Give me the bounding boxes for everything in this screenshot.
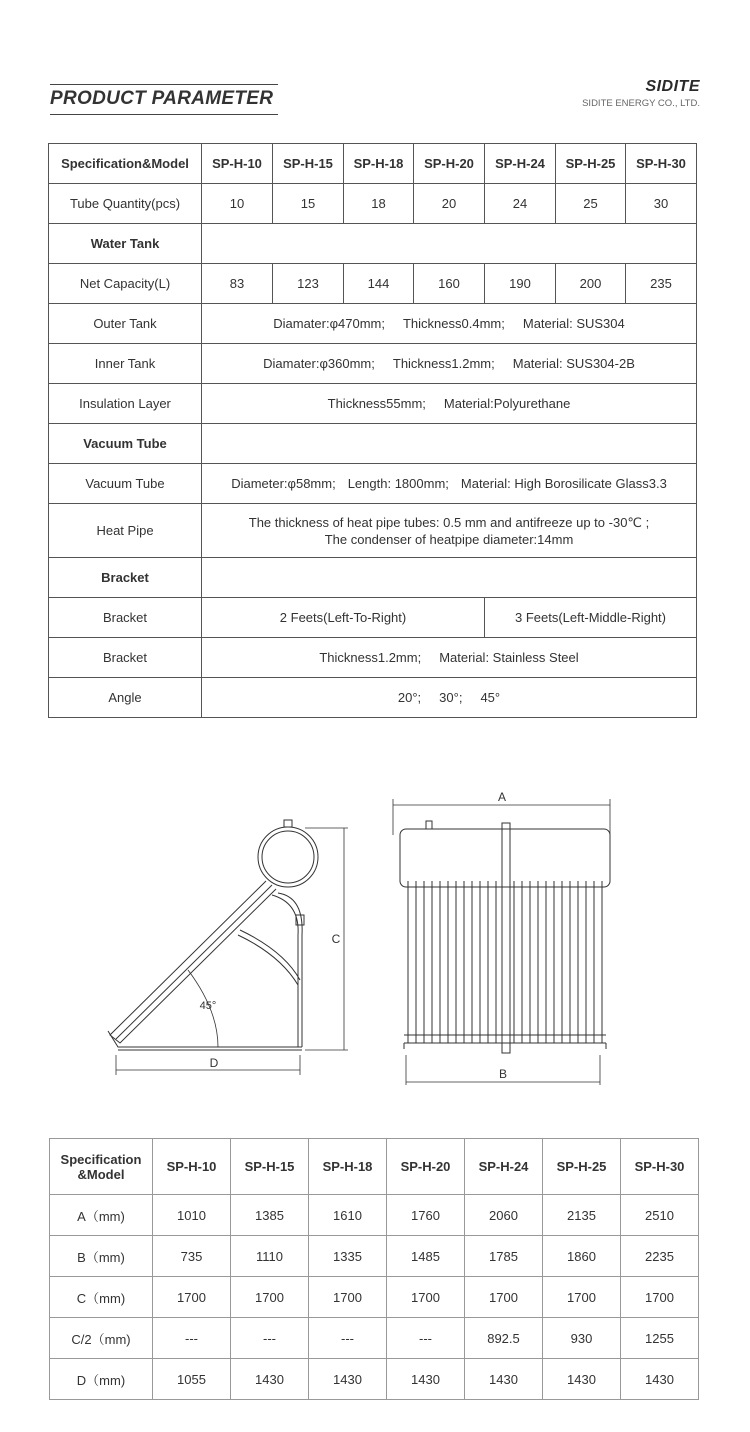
value-cell: 1255 xyxy=(621,1318,699,1359)
empty-cell xyxy=(202,558,697,598)
spec-part: Diameter:φ58mm; xyxy=(231,476,336,491)
value-cell: 30 xyxy=(626,184,697,224)
angle-label: 45° xyxy=(199,1000,217,1012)
inner-tank-row xyxy=(49,344,697,384)
vacuum-tube-section-row xyxy=(49,424,697,464)
model-cell: SP-H-25 xyxy=(556,144,626,184)
dimension-header-row xyxy=(50,1139,699,1195)
section-heading: Vacuum Tube xyxy=(49,424,202,464)
value-cell: 1010 xyxy=(153,1195,231,1236)
model-cell: SP-H-18 xyxy=(309,1139,387,1195)
value-cell: 235 xyxy=(626,264,697,304)
spec-header-label: Specification&Model xyxy=(49,144,202,184)
value-cell: 1430 xyxy=(387,1359,465,1400)
dimension-label-a: A xyxy=(497,790,507,804)
value-cell: 123 xyxy=(273,264,344,304)
row-label: Bracket xyxy=(49,638,202,678)
row-label: B（mm) xyxy=(50,1236,153,1277)
insulation-row xyxy=(49,384,697,424)
value-cell: 1485 xyxy=(387,1236,465,1277)
logo-wordmark: SIDITE xyxy=(645,78,700,95)
bracket-feet-row xyxy=(49,598,697,638)
dimension-row-a xyxy=(50,1195,699,1236)
title-rule-bottom xyxy=(50,114,278,115)
page-title: PRODUCT PARAMETER xyxy=(50,88,274,109)
bracket-section-row xyxy=(49,558,697,598)
spec-part: Thickness0.4mm; xyxy=(402,316,505,331)
row-label: Heat Pipe xyxy=(49,504,202,558)
heat-pipe-line: The condenser of heatpipe diameter:14mm xyxy=(324,531,574,547)
row-label: Vacuum Tube xyxy=(49,464,202,504)
row-label: Tube Quantity(pcs) xyxy=(49,184,202,224)
dimension-row-b xyxy=(50,1236,699,1277)
dimension-row-c xyxy=(50,1277,699,1318)
row-label: D（mm) xyxy=(50,1359,153,1400)
heat-pipe-row xyxy=(49,504,697,558)
inner-tank-value xyxy=(202,344,697,384)
value-cell: 2060 xyxy=(465,1195,543,1236)
value-cell: 15 xyxy=(273,184,344,224)
dimension-header-label: Specification &Model xyxy=(50,1139,153,1195)
dimension-diagram xyxy=(90,785,620,1095)
row-label: Inner Tank xyxy=(49,344,202,384)
spec-part: Material: SUS304 xyxy=(522,316,625,331)
side-view-drawing xyxy=(108,820,348,1075)
value-cell: 1430 xyxy=(465,1359,543,1400)
dimension-row-d xyxy=(50,1359,699,1400)
bracket-feet-a: 2 Feets(Left-To-Right) xyxy=(202,598,485,638)
value-cell: 1385 xyxy=(231,1195,309,1236)
value-cell: 200 xyxy=(556,264,626,304)
empty-cell xyxy=(202,224,697,264)
insulation-value xyxy=(202,384,697,424)
spec-part: Thickness1.2mm; xyxy=(392,356,495,371)
model-cell: SP-H-10 xyxy=(202,144,273,184)
value-cell: 735 xyxy=(153,1236,231,1277)
model-cell: SP-H-20 xyxy=(387,1139,465,1195)
spec-part: Diamater:φ470mm; xyxy=(273,316,385,331)
value-cell: 144 xyxy=(344,264,414,304)
value-cell: 18 xyxy=(344,184,414,224)
row-label: Net Capacity(L) xyxy=(49,264,202,304)
value-cell: 1430 xyxy=(309,1359,387,1400)
value-cell: 1610 xyxy=(309,1195,387,1236)
bracket-material-value xyxy=(202,638,697,678)
value-cell: 1700 xyxy=(465,1277,543,1318)
value-cell: 24 xyxy=(485,184,556,224)
model-cell: SP-H-15 xyxy=(273,144,344,184)
value-cell: 1760 xyxy=(387,1195,465,1236)
row-label: A（mm) xyxy=(50,1195,153,1236)
spec-part: Thickness1.2mm; xyxy=(319,650,422,665)
value-cell: 10 xyxy=(202,184,273,224)
value-cell: 1700 xyxy=(621,1277,699,1318)
value-cell: 2510 xyxy=(621,1195,699,1236)
spec-part: Length: 1800mm; xyxy=(347,476,449,491)
angle-part: 45° xyxy=(480,690,501,705)
model-cell: SP-H-18 xyxy=(344,144,414,184)
heat-pipe-value xyxy=(202,504,697,558)
dimension-label-d: D xyxy=(209,1056,219,1070)
model-cell: SP-H-30 xyxy=(626,144,697,184)
value-cell: 1700 xyxy=(231,1277,309,1318)
empty-cell xyxy=(202,424,697,464)
water-tank-section-row xyxy=(49,224,697,264)
tube-qty-row xyxy=(49,184,697,224)
value-cell: 1430 xyxy=(543,1359,621,1400)
bracket-material-row xyxy=(49,638,697,678)
title-rule-top xyxy=(50,84,278,85)
spec-part: Material: High Borosilicate Glass3.3 xyxy=(460,476,667,491)
dimension-table xyxy=(49,1138,699,1400)
value-cell: 83 xyxy=(202,264,273,304)
model-cell: SP-H-30 xyxy=(621,1139,699,1195)
value-cell: 892.5 xyxy=(465,1318,543,1359)
dimension-row-c-half xyxy=(50,1318,699,1359)
spec-part: Diamater:φ360mm; xyxy=(263,356,375,371)
dimension-label-b: B xyxy=(498,1067,508,1081)
heat-pipe-line: The thickness of heat pipe tubes: 0.5 mm and antifreeze up to -30℃ ; xyxy=(248,514,650,530)
model-cell: SP-H-20 xyxy=(414,144,485,184)
vacuum-tube-row xyxy=(49,464,697,504)
value-cell: 2135 xyxy=(543,1195,621,1236)
company-name: SIDITE ENERGY CO., LTD. xyxy=(582,98,700,109)
row-label: C/2（mm) xyxy=(50,1318,153,1359)
value-cell: 2235 xyxy=(621,1236,699,1277)
value-cell: --- xyxy=(153,1318,231,1359)
bracket-feet-b: 3 Feets(Left-Middle-Right) xyxy=(485,598,697,638)
spec-table xyxy=(48,143,697,718)
spec-header-row xyxy=(49,144,697,184)
model-cell: SP-H-24 xyxy=(485,144,556,184)
spec-part: Material: SUS304-2B xyxy=(512,356,635,371)
row-label: Bracket xyxy=(49,598,202,638)
vacuum-tube-value xyxy=(202,464,697,504)
value-cell: 1700 xyxy=(153,1277,231,1318)
row-label: Insulation Layer xyxy=(49,384,202,424)
value-cell: 1700 xyxy=(387,1277,465,1318)
value-cell: 25 xyxy=(556,184,626,224)
value-cell: 160 xyxy=(414,264,485,304)
angle-value xyxy=(202,678,697,718)
value-cell: 1055 xyxy=(153,1359,231,1400)
model-cell: SP-H-15 xyxy=(231,1139,309,1195)
value-cell: 930 xyxy=(543,1318,621,1359)
angle-row xyxy=(49,678,697,718)
spec-part: Material: Stainless Steel xyxy=(439,650,579,665)
model-cell: SP-H-25 xyxy=(543,1139,621,1195)
row-label: C（mm) xyxy=(50,1277,153,1318)
company-logo xyxy=(582,78,700,109)
row-label: Angle xyxy=(49,678,202,718)
front-view-drawing xyxy=(393,799,610,1085)
value-cell: 1700 xyxy=(543,1277,621,1318)
value-cell: --- xyxy=(309,1318,387,1359)
value-cell: --- xyxy=(387,1318,465,1359)
outer-tank-value xyxy=(202,304,697,344)
value-cell: 1430 xyxy=(621,1359,699,1400)
net-capacity-row xyxy=(49,264,697,304)
value-cell: --- xyxy=(231,1318,309,1359)
model-cell: SP-H-10 xyxy=(153,1139,231,1195)
value-cell: 1785 xyxy=(465,1236,543,1277)
outer-tank-row xyxy=(49,304,697,344)
value-cell: 1110 xyxy=(231,1236,309,1277)
value-cell: 20 xyxy=(414,184,485,224)
value-cell: 1335 xyxy=(309,1236,387,1277)
row-label: Outer Tank xyxy=(49,304,202,344)
spec-part: Thickness55mm; xyxy=(327,396,426,411)
angle-part: 20°; xyxy=(397,690,422,705)
model-cell: SP-H-24 xyxy=(465,1139,543,1195)
angle-part: 30°; xyxy=(439,690,463,705)
dimension-label-c: C xyxy=(331,932,341,946)
value-cell: 1430 xyxy=(231,1359,309,1400)
spec-part: Material:Polyurethane xyxy=(443,396,571,411)
section-heading: Bracket xyxy=(49,558,202,598)
value-cell: 190 xyxy=(485,264,556,304)
section-heading: Water Tank xyxy=(49,224,202,264)
value-cell: 1860 xyxy=(543,1236,621,1277)
value-cell: 1700 xyxy=(309,1277,387,1318)
